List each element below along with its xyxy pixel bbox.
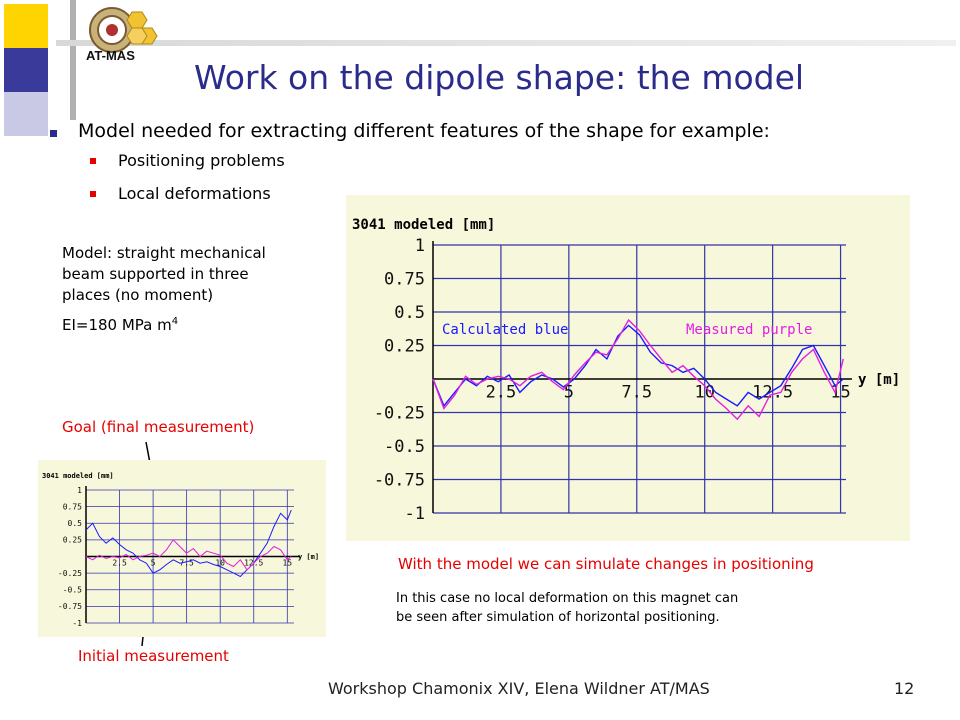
ei-text: EI=180 MPa m [62, 316, 172, 334]
page-title: Work on the dipole shape: the model [194, 58, 805, 97]
y-tick-label: 0.5 [67, 519, 82, 529]
footer-text: Workshop Chamonix XIV, Elena Wildner AT/MAS [328, 679, 710, 698]
x-tick-label: 10 [694, 382, 715, 403]
x-tick-label: 5 [563, 382, 574, 403]
x-tick-label: 2.5 [485, 382, 517, 403]
x-tick-label: 2.5 [112, 558, 127, 568]
y-tick-label: -0.25 [373, 403, 425, 424]
initial-label: Initial measurement [78, 647, 229, 665]
chart-title: 3041 modeled [mm] [42, 472, 114, 480]
y-tick-label: 0.25 [62, 535, 82, 545]
y-tick-label: -1 [404, 503, 425, 524]
model-note-line: beam supported in three [62, 265, 249, 283]
x-tick-label: 15 [282, 558, 293, 568]
x-tick-label: 7.5 [621, 382, 653, 403]
y-tick-label: -0.5 [62, 585, 82, 595]
bullet-main: Model needed for extracting different features of the shape for example: [78, 120, 770, 142]
y-tick-label: -1 [72, 618, 82, 628]
note-line: In this case no local deformation on this magnet can [396, 591, 739, 606]
chart-annotation: Calculated blue [442, 322, 569, 338]
y-tick-label: -0.75 [57, 602, 82, 612]
y-tick-label: -0.75 [373, 470, 425, 491]
ei-exponent: 4 [171, 316, 179, 327]
small-chart [38, 460, 326, 637]
y-tick-label: 0.75 [384, 269, 425, 290]
y-tick-label: 0.5 [394, 302, 425, 323]
x-tick-label: 15 [830, 382, 851, 403]
goal-label: Goal (final measurement) [62, 418, 255, 436]
y-tick-label: -0.25 [57, 568, 82, 578]
main-chart [346, 195, 910, 541]
y-tick-label: 1 [414, 235, 425, 256]
note-line: be seen after simulation of horizontal positioning. [396, 610, 720, 625]
y-tick-label: -0.5 [384, 436, 425, 457]
simulate-label: With the model we can simulate changes in positioning [398, 555, 814, 573]
logo-text: AT-MAS [86, 48, 135, 63]
main-chart-panel [346, 195, 910, 541]
model-note-line: Model: straight mechanical [62, 244, 266, 262]
x-tick-label: 12.5 [752, 382, 794, 403]
x-tick-label: 5 [150, 558, 156, 568]
y-tick-label: 0.75 [62, 502, 82, 512]
page-number: 12 [894, 679, 915, 698]
chart-title: 3041 modeled [mm] [352, 217, 496, 233]
x-tick-label: 7.5 [179, 558, 194, 568]
y-tick-label: 1 [77, 485, 82, 495]
x-axis-label: y [m] [298, 552, 320, 561]
small-chart-panel [38, 460, 326, 637]
model-note-line: places (no moment) [62, 286, 214, 304]
sub-bullet-positioning: Positioning problems [118, 151, 285, 170]
x-tick-label: 12.5 [244, 558, 264, 568]
sub-bullet-deformations: Local deformations [118, 184, 271, 203]
y-tick-label: 0.25 [384, 336, 425, 357]
chart-annotation: Measured purple [686, 322, 813, 338]
x-axis-label: y [m] [858, 371, 901, 388]
x-tick-label: 10 [215, 558, 226, 568]
